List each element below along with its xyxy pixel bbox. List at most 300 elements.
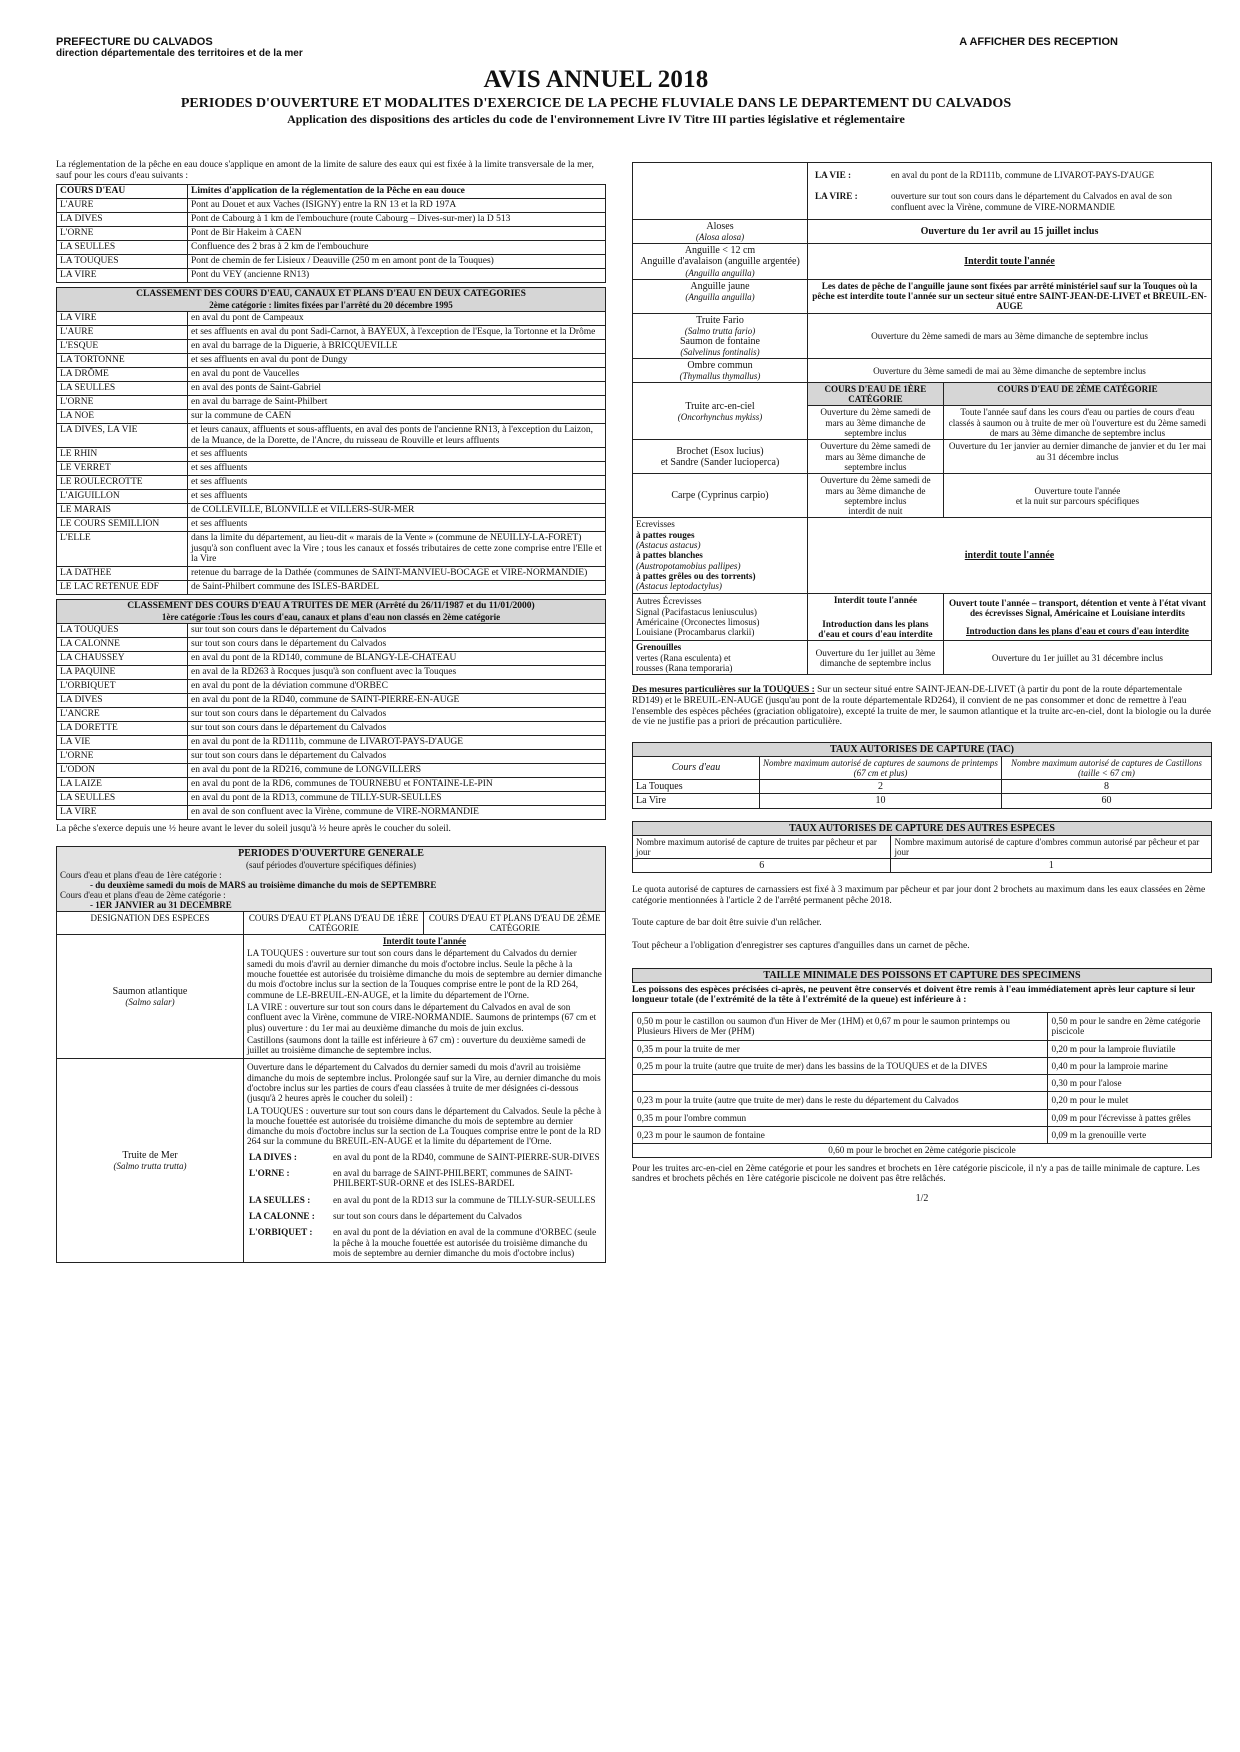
taille-left xyxy=(633,1075,1048,1092)
autres-signal: Signal (Pacifastacus leniusculus) xyxy=(636,606,757,617)
tac-rows xyxy=(633,780,1212,808)
truite-item-text: en aval du pont de la déviation en aval de la commune d'ORBEC (seule la pêche à la mouche fouettée est autorisée du troisième dimanche du mois de septembre au dernier dimanche du mois d'octobre inclus) xyxy=(333,1227,597,1258)
avalaison-cell xyxy=(633,244,808,279)
classement-river: LA NOE xyxy=(57,409,188,423)
classement-river: LA TORTONNE xyxy=(57,353,188,367)
taille-right: 0,50 m pour le sandre en 2ème catégorie piscicole xyxy=(1047,1012,1212,1040)
autres-cat1 xyxy=(808,593,944,641)
truite-mer-rules xyxy=(244,1059,606,1263)
limits-table xyxy=(56,184,606,283)
arc-name: Truite arc-en-ciel xyxy=(685,400,755,412)
limits-header-limit: Limites d'application de la réglementation de la Pêche en eau douce xyxy=(188,185,606,199)
taille-last: 0,60 m pour le brochet en 2ème catégorie piscicole xyxy=(633,1144,1212,1157)
truites-row xyxy=(57,791,606,805)
truites-detail: en aval du pont de la RD13, commune de TILLY-SUR-SEULLES xyxy=(188,791,606,805)
truites-detail: sur tout son cours dans le département du Calvados xyxy=(188,637,606,651)
autres-louisiane: Louisiane (Procambarus clarkii) xyxy=(636,627,755,638)
ombre-cell xyxy=(633,359,808,383)
truites-detail: en aval du pont de la RD111b, commune de LIVAROT-PAYS-D'AUGE xyxy=(188,735,606,749)
saumon-vire: LA VIRE : ouverture sur tout son cours dans le département du Calvados en aval de son confluent avec la Virène, commune de VIRE-NORMANDIE. Saumons de printemps (67 cm et plus) ouverture : du 1er mai au deuxième dimanche du mois de juin exclus. xyxy=(247,1001,597,1033)
truite-mer-cell xyxy=(57,1059,244,1263)
truite-mer-touques: LA TOUQUES : ouverture sur tout son cours dans le département du Calvados. Seule la pêche à la mouche fouettée est autorisée du troisième dimanche du mois de septembre au dernier dimanche du mois d'octobre inclus sur la section de La Touques comprise entre le pont de la RD 264 sur la commune du BREUIL-EN-AUGE et la limite du département de l'Orne. xyxy=(247,1105,602,1147)
classement-table xyxy=(56,287,606,595)
truites-row xyxy=(57,721,606,735)
ecrev-greles-latin: (Astacus leptodactylus) xyxy=(636,581,722,592)
taille-row xyxy=(633,1012,1212,1040)
taille-left: 0,50 m pour le castillon ou saumon d'un Hiver de Mer (1HM) et 0,67 m pour le saumon printemps ou Plusieurs Hivers de Mer (PHM) xyxy=(633,1012,1048,1040)
arc-cat1: Ouverture du 2ème samedi de mars au 3ème dimanche de septembre inclus xyxy=(808,406,944,440)
classement-detail: et ses affluents xyxy=(188,462,606,476)
classement-row xyxy=(57,567,606,581)
truites-river: L'ANCRE xyxy=(57,707,188,721)
gren-cat2: Ouverture du 1er juillet au 31 décembre inclus xyxy=(943,641,1211,675)
avalaison-size: Anguille < 12 cm xyxy=(684,245,756,257)
saumon-name: Saumon atlantique xyxy=(112,986,188,998)
autres-cat2-intro: Introduction dans les plans d'eau et cours d'eau interdite xyxy=(965,626,1189,637)
taille-right: 0,40 m pour la lamproie marine xyxy=(1047,1057,1212,1074)
tac-value: 10 xyxy=(760,794,1002,808)
autres-cat1-rule: Interdit toute l'année xyxy=(833,594,918,605)
truites-row xyxy=(57,749,606,763)
limits-detail: Pont de Cabourg à 1 km de l'embouchure (route Cabourg – Dives-sur-mer) la D 513 xyxy=(188,213,606,227)
classement-detail: en aval du barrage de la Diguerie, à BRICQUEVILLE xyxy=(188,339,606,353)
truites-river: LA VIRE xyxy=(57,805,188,819)
classement-row xyxy=(57,367,606,381)
carpe-cat1 xyxy=(808,474,944,518)
limits-river: LA SEULLES xyxy=(57,241,188,255)
page-subtitle: PERIODES D'OUVERTURE ET MODALITES D'EXERCICE DE LA PECHE FLUVIALE DANS LE DEPARTEMENT DU CALVADOS xyxy=(180,96,1012,111)
fontaine-name: Saumon de fontaine xyxy=(680,335,760,347)
classement-row xyxy=(57,504,606,518)
classement-detail: en aval du pont de Vaucelles xyxy=(188,367,606,381)
taille-right: 0,09 m la grenouille verte xyxy=(1047,1127,1212,1144)
carpe-cat2 xyxy=(943,474,1211,518)
truite-item-river: L'ORBIQUET : xyxy=(249,1227,313,1238)
touques-measures xyxy=(632,685,1212,728)
classement-detail: en aval du pont de Campeaux xyxy=(188,311,606,325)
classement-detail: et ses affluents en aval du pont de Dungy xyxy=(188,353,606,367)
vire-label: LA VIRE : xyxy=(815,191,858,202)
classement-detail: en aval du barrage de Saint-Philbert xyxy=(188,395,606,409)
tac-h2: Nombre maximum autorisé de captures de saumons de printemps (67 cm et plus) xyxy=(760,756,1002,779)
truites-river: L'ORNE xyxy=(57,749,188,763)
truites-row xyxy=(57,777,606,791)
taille-intro: Les poissons des espèces précisées ci-après, ne peuvent être conservés et doivent être remis à l'eau immédiatement après leur capture si leur longueur totale (de l'extrémité de la tête à l'extrémité de la queue) est inférieure à : xyxy=(632,984,1196,1006)
truites-subtitle: 1ère catégorie :Tous les cours d'eau, canaux et plans d'eau non classés en 2ème catégorie xyxy=(161,611,501,622)
classement-detail: de COLLEVILLE, BLONVILLE et VILLERS-SUR-MER xyxy=(188,504,606,518)
taille-row xyxy=(633,1127,1212,1144)
ecrev-blanches: à pattes blanches xyxy=(636,550,703,561)
saumon-cell xyxy=(57,935,244,1059)
bar-para: Toute capture de bar doit être suivie d'un relâcher. xyxy=(632,918,822,929)
truites-detail: sur tout son cours dans le département du Calvados xyxy=(188,707,606,721)
brochet-cell xyxy=(633,440,808,474)
periodes-subtitle: (sauf périodes d'ouverture spécifiques définies) xyxy=(245,859,417,870)
classement-row xyxy=(57,409,606,423)
classement-river: LE COURS SEMILLION xyxy=(57,518,188,532)
fishing-hours-note: La pêche s'exerce depuis une ½ heure avant le lever du soleil jusqu'à ½ heure après le coucher du soleil. xyxy=(56,823,451,834)
truites-rows xyxy=(57,623,606,819)
classement-river: LA VIRE xyxy=(57,311,188,325)
avalaison-name: Anguille d'avalaison (anguille argentée) xyxy=(640,256,800,268)
posting-notice: A AFFICHER DES RECEPTION xyxy=(959,36,1118,48)
truite-item xyxy=(247,1149,602,1165)
classement-river: LE VERRET xyxy=(57,462,188,476)
classement-row xyxy=(57,462,606,476)
autres-tac-v2: 1 xyxy=(891,858,1212,872)
classement-title-text: CLASSEMENT DES COURS D'EAU, CANAUX ET PLANS D'EAU EN DEUX CATEGORIES xyxy=(136,289,526,300)
truite-item xyxy=(247,1208,602,1224)
autres-tac-table xyxy=(632,821,1212,874)
tac-value: 8 xyxy=(1001,780,1211,794)
sandre-name: et Sandre (Sander lucioperca) xyxy=(660,456,780,468)
title-block xyxy=(56,66,1136,126)
classement-row xyxy=(57,311,606,325)
truites-detail: en aval du pont de la RD140, commune de BLANGY-LE-CHATEAU xyxy=(188,651,606,665)
direction-name: direction départementale des territoires et de la mer xyxy=(56,48,303,60)
truites-table xyxy=(56,599,606,820)
fario-cell xyxy=(633,313,808,359)
jaune-latin: (Anguilla anguilla) xyxy=(685,291,755,302)
truite-item xyxy=(247,1192,602,1208)
tac-title: TAUX AUTORISES DE CAPTURE (TAC) xyxy=(633,742,1212,756)
truites-river: LA VIE xyxy=(57,735,188,749)
ombre-latin: (Thymallus thymallus) xyxy=(679,371,761,382)
classement-river: LA DRÔME xyxy=(57,367,188,381)
right-top-rivers xyxy=(808,163,1212,220)
autres-tac-h1: Nombre maximum autorisé de capture de truites par pêcheur et par jour xyxy=(633,835,891,858)
classement-row xyxy=(57,581,606,595)
classement-detail: en aval des ponts de Saint-Gabriel xyxy=(188,381,606,395)
saumon-rules xyxy=(244,935,606,1059)
ombre-name: Ombre commun xyxy=(687,360,753,372)
limits-detail: Pont de Bir Hakeim à CAEN xyxy=(188,227,606,241)
jaune-name: Anguille jaune xyxy=(690,280,750,292)
saumon-latin: (Salmo salar) xyxy=(125,997,175,1008)
truites-row xyxy=(57,651,606,665)
saumon-touques: LA TOUQUES : ouverture sur tout son cours dans le département du Calvados du dernier samedi du mois d'avril au dernier dimanche du mois d'octobre inclus. Seule la pêche à la mouche fouettée est autorisée du troisième dimanche du mois de septembre au dernier dimanche du mois d'octobre inclus sur la section de la Touques comprise entre le pont de la RD 264, commune de LE-BREUIL-EN-AUGE, et la limite du département de l'Orne. xyxy=(247,948,602,1000)
taille-title: TAILLE MINIMALE DES POISSONS ET CAPTURE DES SPECIMENS xyxy=(633,968,1212,982)
classement-detail: et ses affluents xyxy=(188,476,606,490)
classement-river: LE ROULECROTTE xyxy=(57,476,188,490)
limits-detail: Pont de chemin de fer Lisieux / Deauville (250 m en amont pont de la Touques) xyxy=(188,255,606,269)
arc-latin: (Oncorhynchus mykiss) xyxy=(677,411,763,422)
classement-detail: de Saint-Philbert commune des ISLES-BARDEL xyxy=(188,581,606,595)
brochet-cat2: Ouverture du 1er janvier au dernier dimanche de janvier et du 1er mai au 31 décembre inclus xyxy=(943,440,1211,474)
anguille-para: Tout pêcheur a l'obligation d'enregistrer ses captures d'anguilles dans un carnet de pêche. xyxy=(632,940,970,951)
truites-detail: en aval du pont de la RD40, commune de SAINT-PIERRE-EN-AUGE xyxy=(188,693,606,707)
classement-row xyxy=(57,381,606,395)
periodes-line-4: - 1ER JANVIER au 31 DECEMBRE xyxy=(90,899,232,910)
fontaine-latin: (Salvelinus fontinalis) xyxy=(680,346,760,357)
taille-right: 0,20 m pour la lamproie fluviatile xyxy=(1047,1040,1212,1057)
limits-row xyxy=(57,269,606,283)
header-authority xyxy=(56,36,303,60)
ecrev-rouges-latin: (Astacus astacus) xyxy=(636,540,701,551)
header-cat2: COURS D'EAU ET PLANS D'EAU DE 2ÈME CATÉGORIE xyxy=(424,911,606,934)
limits-detail: Pont au Douet et aux Vaches (ISIGNY) entre la RN 13 et la RD 197A xyxy=(188,199,606,213)
limits-river: LA TOUQUES xyxy=(57,255,188,269)
truite-item-river: LA SEULLES : xyxy=(249,1194,311,1205)
classement-detail: retenue du barrage de la Dathée (communes de SAINT-MANVIEU-BOCAGE et VIRE-NORMANDIE) xyxy=(188,567,606,581)
tac-row xyxy=(633,780,1212,794)
limits-river: L'AURE xyxy=(57,199,188,213)
tac-h1: Cours d'eau xyxy=(633,756,760,779)
gren-rousses: rousses (Rana temporaria) xyxy=(636,662,733,673)
taille-row xyxy=(633,1057,1212,1074)
tac-table xyxy=(632,742,1212,809)
classement-river: LA DATHEE xyxy=(57,567,188,581)
species-table xyxy=(632,162,1212,675)
taille-table xyxy=(632,968,1212,983)
autres-cat1-intro: Introduction dans les plans d'eau et cours d'eau interdite xyxy=(818,618,933,640)
periodes-line-3: Cours d'eau et plans d'eau de 2ème catégorie : xyxy=(60,889,226,900)
vire-text: ouverture sur tout son cours dans le département du Calvados en aval de son confluent avec la Virène, commune de VIRE-NORMANDIE xyxy=(891,191,1172,212)
classement-row xyxy=(57,423,606,447)
autres-americaine: Américaine (Orconectes limosus) xyxy=(636,616,760,627)
carpe-cat2-night: et la nuit sur parcours spécifiques xyxy=(1015,495,1140,506)
classement-river: L'ESQUE xyxy=(57,339,188,353)
truites-row xyxy=(57,763,606,777)
page-title: AVIS ANNUEL 2018 xyxy=(483,66,709,93)
brochet-name: Brochet (Esox lucius) xyxy=(676,445,764,457)
classement-row xyxy=(57,395,606,409)
header-species: DESIGNATION DES ESPECES xyxy=(57,911,244,934)
truite-item-text: en aval du pont de la RD13 sur la commune de TILLY-SUR-SEULLES xyxy=(333,1194,596,1205)
prefecture-name: PREFECTURE DU CALVADOS xyxy=(56,36,213,48)
truites-detail: en aval du pont de la RD6, communes de TOURNEBU et FONTAINE-LE-PIN xyxy=(188,777,606,791)
fario-latin: (Salmo trutta fario) xyxy=(684,325,756,336)
classement-title xyxy=(57,288,606,312)
cat1-header: COURS D'EAU DE 1ÈRE CATÉGORIE xyxy=(808,383,944,406)
periodes-header xyxy=(57,847,606,912)
truites-detail: en aval de la RD263 à Rocques jusqu'à son confluent avec la Touques xyxy=(188,665,606,679)
truites-row xyxy=(57,693,606,707)
autres-ecrev-cell xyxy=(633,593,808,641)
truites-row xyxy=(57,735,606,749)
gren-title: Grenouilles xyxy=(636,642,682,653)
classement-river: LE RHIN xyxy=(57,448,188,462)
autres-tac-h2: Nombre maximum autorisé de capture d'ombres commun autorisé par pêcheur et par jour xyxy=(891,835,1212,858)
tac-row xyxy=(633,794,1212,808)
avalaison-latin: (Anguilla anguilla) xyxy=(685,267,755,278)
periodes-title: PERIODES D'OUVERTURE GENERALE xyxy=(238,848,424,860)
vie-text: en aval du pont de la RD111b, commune de LIVAROT-PAYS-D'AUGE xyxy=(891,170,1155,180)
truite-item-text: en aval du pont de la RD40, commune de SAINT-PIERRE-SUR-DIVES xyxy=(333,1151,600,1162)
ombre-rule: Ouverture du 3ème samedi de mai au 3ème dimanche de septembre inclus xyxy=(808,359,1212,383)
taille-right: 0,30 m pour l'alose xyxy=(1047,1075,1212,1092)
taille-right: 0,20 m pour le mulet xyxy=(1047,1092,1212,1109)
periodes-table xyxy=(56,846,606,1263)
truites-detail: en aval du pont de la RD216, commune de LONGVILLERS xyxy=(188,763,606,777)
classement-row xyxy=(57,353,606,367)
touques-text: Sur un secteur situé entre SAINT-JEAN-DE-LIVET (à partir du pont de la route départementale RD149) et le BREUIL-EN-AUGE (jusqu'au pont de la route départementale RD264), il convient de ne pas consommer et donc de remettre à l'eau l'ensemble des espèces pêchées (graciation obligatoire), excepté la truite de mer, le saumon atlantique et la truite arc-en-ciel, dont la biologie ou la durée de vie ne justifie pas a priori de précaution particulière. xyxy=(632,685,1212,728)
periodes-line-2: - du deuxième samedi du mois de MARS au troisième dimanche du mois de SEPTEMBRE xyxy=(90,879,437,890)
saumon-castillons: Castillons (saumons dont la taille est inférieure à 67 cm) : ouverture du deuxième samedi de juillet au troisième dimanche de septembre inclus. xyxy=(247,1034,586,1056)
limits-detail: Confluence des 2 bras à 2 km de l'embouchure xyxy=(188,241,606,255)
truites-river: L'ODON xyxy=(57,763,188,777)
taille-left: 0,23 m pour le saumon de fontaine xyxy=(633,1127,1048,1144)
truite-item xyxy=(247,1224,602,1261)
limits-river: LA DIVES xyxy=(57,213,188,227)
tac-h3: Nombre maximum autorisé de captures de Castillons (taille < 67 cm) xyxy=(1001,756,1211,779)
taille-left: 0,35 m pour l'ombre commun xyxy=(633,1109,1048,1126)
aloses-cell xyxy=(633,219,808,243)
taille-left: 0,25 m pour la truite (autre que truite de mer) dans les bassins de la TOUQUES et de la DIVES xyxy=(633,1057,1048,1074)
touques-label: Des mesures particulières sur la TOUQUES : xyxy=(632,685,815,696)
top-blank xyxy=(633,163,808,220)
autres-cat2 xyxy=(943,593,1211,641)
taille-row xyxy=(633,1109,1212,1126)
truite-item-river: LA CALONNE : xyxy=(249,1210,315,1221)
classement-detail: dans la limite du département, au lieu-dit « marais de la Vente » (commune de NEUILLY-LA-FORET) jusqu'à son confluent avec la Vire ; tous les canaux et fossés tributaires de cette zone comprise entre l'Elle et la Vire xyxy=(188,532,606,567)
classement-river: LA SEULLES xyxy=(57,381,188,395)
truites-row xyxy=(57,637,606,651)
classement-row xyxy=(57,325,606,339)
truites-row xyxy=(57,665,606,679)
ecrev-blanches-latin: (Austropotamobius pallipes) xyxy=(636,560,741,571)
classement-subtitle: 2ème catégorie : limites fixées par l'arrêté du 20 décembre 1995 xyxy=(209,299,453,310)
ecrev-rule: interdit toute l'année xyxy=(808,518,1212,593)
periodes-line-1: Cours d'eau et plans d'eau de 1ère catégorie : xyxy=(60,869,222,880)
truites-river: LA SEULLES xyxy=(57,791,188,805)
carpe-cat1-night: interdit de nuit xyxy=(848,506,903,517)
truites-detail: en aval de son confluent avec la Virène, commune de VIRE-NORMANDIE xyxy=(188,805,606,819)
truites-river: LA PAQUINE xyxy=(57,665,188,679)
autres-tac-v1: 6 xyxy=(633,858,891,872)
avalaison-rule: Interdit toute l'année xyxy=(808,244,1212,279)
vie-label: LA VIE : xyxy=(815,170,852,180)
classement-river: L'ELLE xyxy=(57,532,188,567)
taille-row xyxy=(633,1040,1212,1057)
header-cat1: COURS D'EAU ET PLANS D'EAU DE 1ÈRE CATÉGORIE xyxy=(244,911,424,934)
fario-rule: Ouverture du 2ème samedi de mars au 3ème dimanche de septembre inclus xyxy=(808,313,1212,359)
taille-right: 0,09 m pour l'écrevisse à pattes grêles xyxy=(1047,1109,1212,1126)
classement-detail: et ses affluents en aval du pont Sadi-Carnot, à BAYEUX, à l'exception de l'Esque, la Tortonne et la Drôme xyxy=(188,325,606,339)
taille-row xyxy=(633,1092,1212,1109)
aloses-latin: (Alosa alosa) xyxy=(695,232,745,243)
classement-detail: et ses affluents xyxy=(188,518,606,532)
truites-title xyxy=(57,600,606,624)
intro-text: La réglementation de la pêche en eau douce s'applique en amont de la limite de salure des eaux qui est fixée à la limite transversale de la mer, sauf pour les cours d'eau suivants : xyxy=(56,160,594,181)
limits-row xyxy=(57,213,606,227)
truites-river: LA CHAUSSEY xyxy=(57,651,188,665)
truites-river: LA LAIZE xyxy=(57,777,188,791)
arc-cat2: Toute l'année sauf dans les cours d'eau ou parties de cours d'eau classés à saumon ou à truite de mer où l'ouverture est du 2ème samedi de mars au 3ème dimanche de septembre inclus xyxy=(943,406,1211,440)
jaune-cell xyxy=(633,279,808,313)
autres-tac-title: TAUX AUTORISES DE CAPTURE DES AUTRES ESPECES xyxy=(633,821,1212,835)
truites-river: LA DORETTE xyxy=(57,721,188,735)
truites-row xyxy=(57,623,606,637)
taille-row xyxy=(633,1075,1212,1092)
left-column xyxy=(56,160,606,1263)
saumon-interdit: Interdit toute l'année xyxy=(382,936,467,947)
truites-detail: sur tout son cours dans le département du Calvados xyxy=(188,721,606,735)
limits-row xyxy=(57,255,606,269)
truite-item-river: LA DIVES : xyxy=(249,1151,297,1162)
truite-item-river: L'ORNE : xyxy=(249,1168,290,1179)
ecrev-title: Ecrevisses xyxy=(636,519,675,530)
limits-rows xyxy=(57,199,606,283)
truites-detail: sur tout son cours dans le département du Calvados xyxy=(188,749,606,763)
classement-river: L'AIGUILLON xyxy=(57,490,188,504)
classement-row xyxy=(57,339,606,353)
tac-river: La Vire xyxy=(633,794,760,808)
classement-row xyxy=(57,448,606,462)
truite-item-text: en aval du barrage de SAINT-PHILBERT, communes de SAINT-PHILBERT-SUR-ORNE et des ISLES-BARDEL xyxy=(333,1168,573,1189)
truites-river: LA CALONNE xyxy=(57,637,188,651)
ecrev-greles: à pattes grêles ou des torrents) xyxy=(636,570,756,581)
carpe-cell: Carpe (Cyprinus carpio) xyxy=(633,474,808,518)
truites-river: LA TOUQUES xyxy=(57,623,188,637)
tac-value: 2 xyxy=(760,780,1002,794)
jaune-rule: Les dates de pêche de l'anguille jaune sont fixées par arrêté ministériel sauf sur la Touques où la pêche est interdite toute l'année sur un secteur situé entre SAINT-JEAN-DE-LIVET et BREUIL-EN-AUGE xyxy=(808,279,1212,313)
limits-river: L'ORNE xyxy=(57,227,188,241)
truite-mer-name: Truite de Mer xyxy=(122,1150,178,1162)
limits-row xyxy=(57,227,606,241)
taille-note: Pour les truites arc-en-ciel en 2ème catégorie et pour les sandres et brochets en 1ère catégorie piscicole, il n'y a pas de taille minimale de capture. Les sandres et brochets pêchés en 1ère catégorie piscicole ne doivent pas être relâchés. xyxy=(632,1163,1200,1185)
classement-river: LE MARAIS xyxy=(57,504,188,518)
classement-river: LE LAC RETENUE EDF xyxy=(57,581,188,595)
gren-vertes: vertes (Rana esculenta) et xyxy=(636,652,731,663)
truites-title-text: CLASSEMENT DES COURS D'EAU A TRUITES DE MER (Arrêté du 26/11/1987 et du 11/01/2000) xyxy=(127,601,535,612)
aloses-rule: Ouverture du 1er avril au 15 juillet inclus xyxy=(808,219,1212,243)
truites-row xyxy=(57,679,606,693)
tac-value: 60 xyxy=(1001,794,1211,808)
truites-river: LA DIVES xyxy=(57,693,188,707)
limits-river: LA VIRE xyxy=(57,269,188,283)
autres-cat2-rule: Ouvert toute l'année – transport, détention et vente à l'état vivant des écrevisses Signal, Américaine et Louisiane interdits xyxy=(948,597,1206,618)
aloses-name: Aloses xyxy=(706,220,734,232)
cat2-header: COURS D'EAU DE 2ÈME CATÉGORIE xyxy=(943,383,1211,406)
tac-river: La Touques xyxy=(633,780,760,794)
arc-cell xyxy=(633,383,808,440)
right-column xyxy=(632,162,1212,1204)
brochet-cat1: Ouverture du 2ème samedi de mars au 3ème dimanche de septembre inclus xyxy=(808,440,944,474)
truites-row xyxy=(57,805,606,819)
truites-detail: sur tout son cours dans le département du Calvados xyxy=(188,623,606,637)
truites-river: L'ORBIQUET xyxy=(57,679,188,693)
page-number: 1/2 xyxy=(915,1192,929,1204)
classement-river: L'ORNE xyxy=(57,395,188,409)
gren-cat1: Ouverture du 1er juillet au 3ème dimanche de septembre inclus xyxy=(808,641,944,675)
carpe-cat1-open: Ouverture du 2ème samedi de mars au 3ème dimanche de septembre inclus xyxy=(820,475,931,506)
classement-detail: et leurs canaux, affluents et sous-affluents, en aval des ponts de l'ancienne RN13, à l'exception du Laizon, de la Muance, de la Dorette, de l'Ancre, du ruisseau de Rouville et leurs affluents xyxy=(188,423,606,447)
ecrev-cell xyxy=(633,518,808,593)
truites-row xyxy=(57,707,606,721)
fario-name: Truite Fario xyxy=(696,314,744,326)
quota-para: Le quota autorisé de captures de carnassiers est fixé à 3 maximum par pêcheur et par jour dont 2 brochets au maximum dans les eaux classées en 2ème catégorie mentionnées à l'article 2 de l'arrêté permanent pêche 2018. xyxy=(632,885,1206,906)
limits-row xyxy=(57,241,606,255)
classement-detail: et ses affluents xyxy=(188,490,606,504)
page-subtitle-2: Application des dispositions des articles du code de l'environnement Livre IV Titre III parties législative et réglementaire xyxy=(287,111,905,126)
truite-mer-general: Ouverture dans le département du Calvados du dernier samedi du mois d'avril au troisième dimanche du mois de septembre inclus. Prolongée sauf sur la Vire, au dernier dimanche du mois d'octobre inclus sur les parties de cours d'eau classées à truite de mer désignées ci-dessous (jusqu'à 2 heures après le coucher du soleil) : xyxy=(247,1062,601,1104)
ecrev-rouges: à pattes rouges xyxy=(636,529,695,540)
classement-row xyxy=(57,476,606,490)
truite-item xyxy=(247,1165,602,1192)
carpe-cat2-open: Ouverture toute l'année xyxy=(1034,485,1121,496)
classement-river: LA DIVES, LA VIE xyxy=(57,423,188,447)
classement-row xyxy=(57,532,606,567)
truite-item-text: sur tout son cours dans le département du Calvados xyxy=(333,1210,522,1221)
classement-river: L'AURE xyxy=(57,325,188,339)
classement-rows xyxy=(57,311,606,594)
gren-cell xyxy=(633,641,808,675)
truite-mer-latin: (Salmo trutta trutta) xyxy=(113,1161,187,1172)
classement-detail: et ses affluents xyxy=(188,448,606,462)
truite-mer-items xyxy=(247,1149,602,1261)
classement-row xyxy=(57,490,606,504)
